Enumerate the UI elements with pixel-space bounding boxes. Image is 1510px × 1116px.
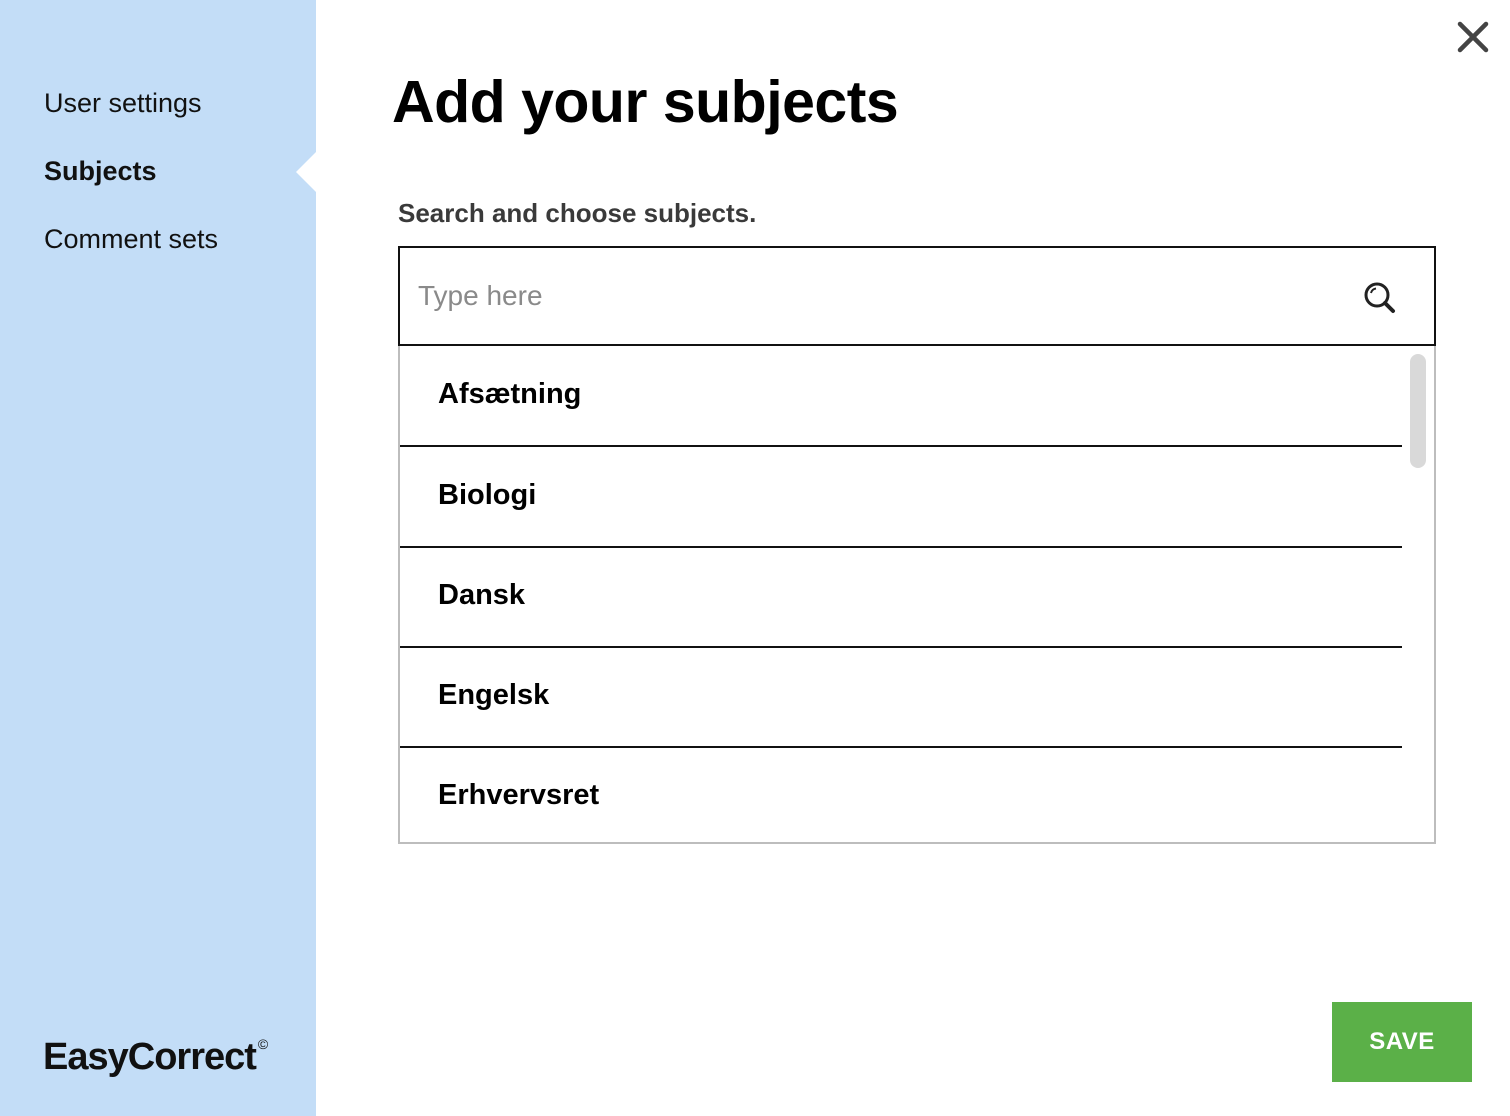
active-nav-indicator bbox=[296, 152, 316, 192]
search-icon bbox=[1362, 280, 1396, 314]
close-button[interactable] bbox=[1452, 16, 1494, 58]
search-instruction: Search and choose subjects. bbox=[398, 198, 757, 228]
subject-label: Dansk bbox=[438, 579, 526, 611]
sidebar-item-comment-sets[interactable]: Comment sets bbox=[44, 224, 219, 254]
sidebar-item-user-settings[interactable]: User settings bbox=[44, 88, 202, 118]
close-icon bbox=[1452, 16, 1494, 58]
page-title: Add your subjects bbox=[392, 69, 899, 135]
logo-text: EasyCorrect bbox=[43, 1036, 256, 1078]
list-item[interactable] bbox=[400, 747, 1402, 844]
logo-copyright-mark: © bbox=[257, 1036, 268, 1053]
save-button[interactable]: SAVE bbox=[1332, 1002, 1472, 1082]
subject-label: Biologi bbox=[438, 479, 537, 511]
subject-label: Afsætning bbox=[438, 378, 582, 410]
sidebar-item-subjects[interactable]: Subjects bbox=[44, 156, 157, 186]
list-item[interactable] bbox=[400, 447, 1402, 548]
search-button[interactable] bbox=[1362, 280, 1396, 314]
subjects-list[interactable] bbox=[398, 346, 1436, 844]
scrollbar-thumb[interactable] bbox=[1410, 354, 1426, 468]
subject-label: Erhvervsret bbox=[438, 779, 600, 811]
list-item[interactable] bbox=[400, 647, 1402, 748]
list-item[interactable] bbox=[400, 547, 1402, 648]
sidebar bbox=[0, 0, 316, 1116]
list-item[interactable] bbox=[400, 346, 1402, 447]
app-logo bbox=[43, 1036, 267, 1079]
search-box bbox=[398, 246, 1436, 346]
search-input[interactable] bbox=[418, 270, 1318, 322]
subject-label: Engelsk bbox=[438, 679, 550, 711]
